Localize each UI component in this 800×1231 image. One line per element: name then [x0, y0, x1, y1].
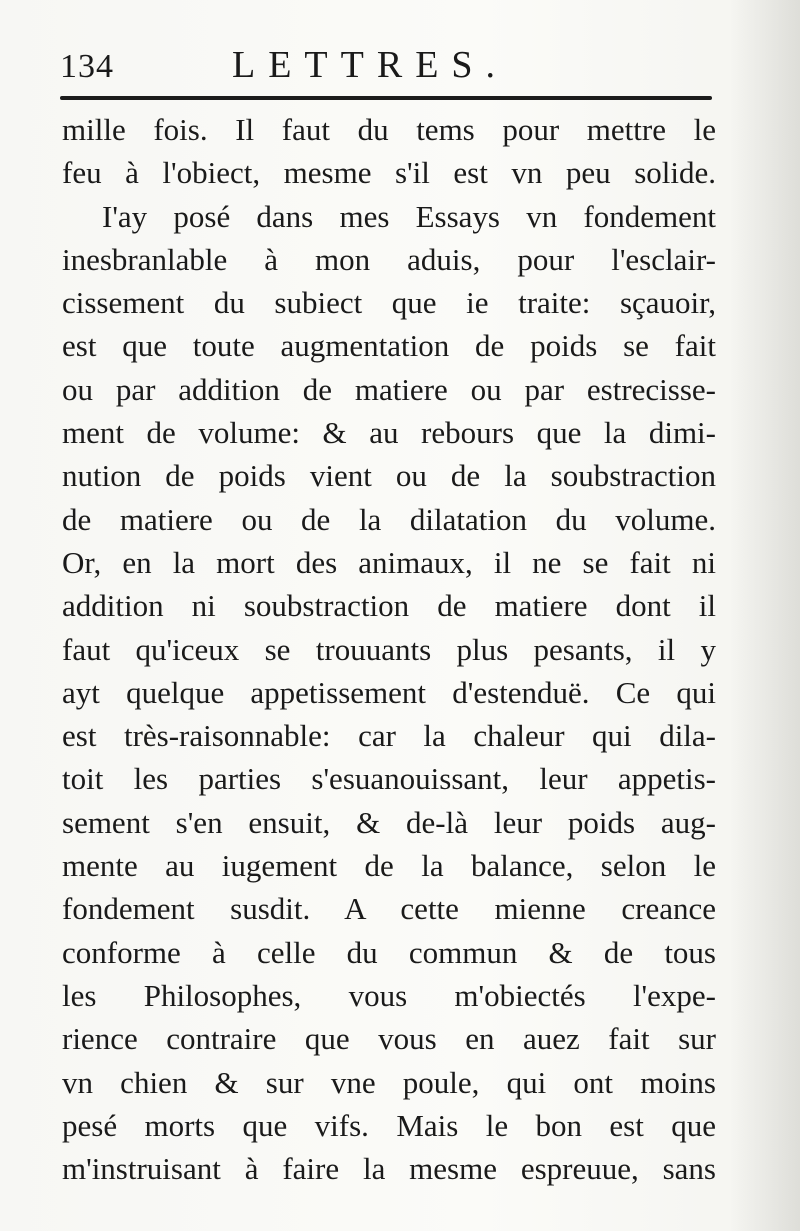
- text-line: nution de poids vient ou de la soubstraction: [62, 458, 716, 494]
- text-line: est que toute augmentation de poids se fait: [62, 328, 716, 364]
- text-line: ou par addition de matiere ou par estrecisse-: [62, 371, 716, 407]
- page-number: 134: [60, 48, 114, 85]
- text-line: les Philosophes, vous m'obiectés l'expe-: [62, 977, 716, 1013]
- text-line: sement s'en ensuit, & de-là leur poids aug-: [62, 804, 716, 840]
- body-text: [62, 108, 716, 1190]
- text-line: est très-raisonnable: car la chaleur qui dila-: [62, 718, 716, 754]
- running-head: LETTRES.: [232, 44, 509, 86]
- header-rule: [60, 96, 712, 100]
- text-line: cissement du subiect que ie traite: sçauoir,: [62, 285, 716, 321]
- text-line: mille fois. Il faut du tems pour mettre le: [62, 112, 716, 147]
- text-line: rience contraire que vous en auez fait sur: [62, 1021, 716, 1057]
- text-line: I'ay posé dans mes Essays vn fondement: [102, 198, 716, 234]
- text-line: faut qu'iceux se trouuants plus pesants, il y: [62, 631, 716, 667]
- text-line: pesé morts que vifs. Mais le bon est que: [62, 1107, 716, 1143]
- text-line: feu à l'obiect, mesme s'il est vn peu solide.: [62, 155, 716, 191]
- text-line: de matiere ou de la dilatation du volume.: [62, 501, 716, 537]
- text-line: inesbranlable à mon aduis, pour l'esclair-: [62, 241, 716, 277]
- text-line: ayt quelque appetissement d'estenduë. Ce qui: [62, 674, 716, 710]
- text-line: Or, en la mort des animaux, il ne se fait ni: [62, 544, 716, 580]
- text-line: toit les parties s'esuanouissant, leur appetis-: [62, 761, 716, 797]
- text-line: ment de volume: & au rebours que la dimi-: [62, 415, 716, 451]
- text-line: m'instruisant à faire la mesme espreuue, sans: [62, 1151, 716, 1187]
- text-line: vn chien & sur vne poule, qui ont moins: [62, 1064, 716, 1100]
- text-line: fondement susdit. A cette mienne creance: [62, 891, 716, 927]
- text-line: conforme à celle du commun & de tous: [62, 934, 716, 970]
- text-line: addition ni soubstraction de matiere dont il: [62, 588, 716, 624]
- text-line: mente au iugement de la balance, selon le: [62, 848, 716, 884]
